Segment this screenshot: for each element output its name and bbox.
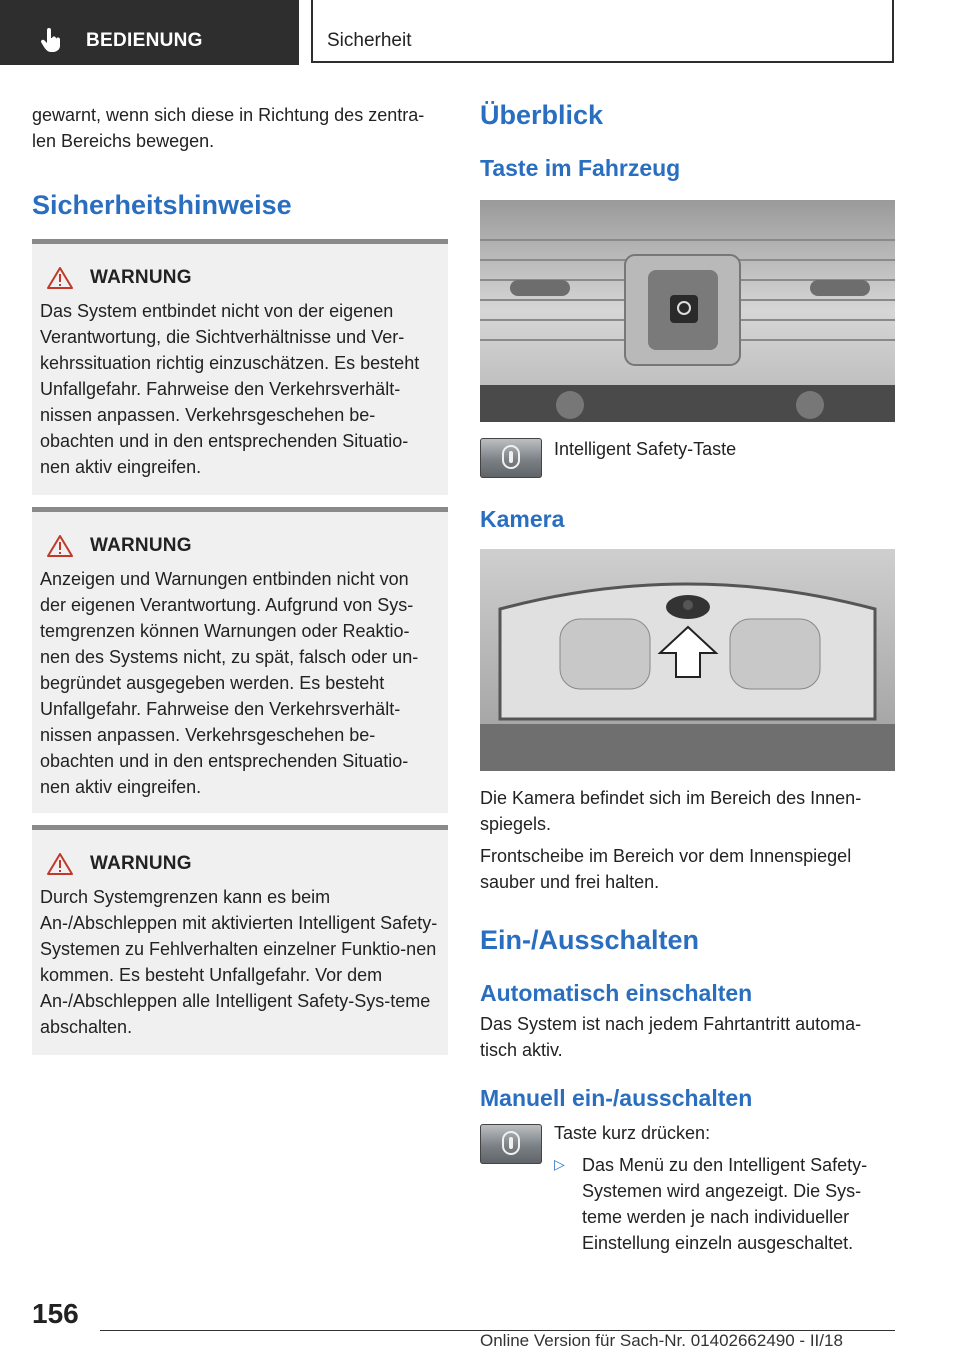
manual-heading: Manuell ein-/ausschalten <box>480 1085 753 1111</box>
manual-text: Taste kurz drücken: <box>554 1123 711 1143</box>
warning-box-1 <box>32 239 448 495</box>
auto-text: Das System ist nach jedem Fahrtantritt automa-tisch aktiv. <box>480 1014 862 1060</box>
warning-triangle-icon <box>46 534 74 558</box>
intro-text: gewarnt, wenn sich diese in Richtung des zentra-len Bereichs bewegen. <box>32 105 425 151</box>
warning-triangle-icon <box>46 266 74 290</box>
camera-text-2: Frontscheibe im Bereich vor dem Innenspiegel sauber und frei halten. <box>480 846 852 892</box>
hand-pointer-icon <box>40 28 62 52</box>
right-column <box>480 100 895 1256</box>
chapter-tab <box>311 0 894 63</box>
warning-box-3 <box>32 825 448 1055</box>
warning-triangle-icon <box>46 852 74 876</box>
warning-title: WARNUNG <box>90 267 192 288</box>
warning-box-2 <box>32 507 448 813</box>
auto-heading: Automatisch einschalten <box>480 980 753 1006</box>
page-number: 156 <box>32 1298 79 1329</box>
intelligent-safety-button-icon <box>480 1124 542 1164</box>
bullet-triangle-icon: ▷ <box>554 1156 565 1172</box>
section-label: BEDIENUNG <box>86 30 203 51</box>
left-column <box>32 102 448 1055</box>
button-heading: Taste im Fahrzeug <box>480 155 681 181</box>
onoff-heading: Ein-/Ausschalten <box>480 925 700 955</box>
section-tab <box>0 0 299 65</box>
overview-heading: Überblick <box>480 100 604 130</box>
intelligent-safety-button-icon <box>480 438 542 478</box>
warning-title: WARNUNG <box>90 853 192 874</box>
safety-heading: Sicherheitshinweise <box>32 190 292 220</box>
list-item <box>554 1152 894 1256</box>
camera-heading: Kamera <box>480 506 565 532</box>
camera-photo <box>480 549 895 771</box>
camera-text-1: Die Kamera befindet sich im Bereich des Innen-spiegels. <box>480 788 862 834</box>
bullet-text: Das Menü zu den Intelligent Safety-Systemen wird angezeigt. Die Sys-teme werden je nach individueller Einstellung einzeln ausgeschaltet. <box>582 1155 868 1253</box>
button-caption: Intelligent Safety-Taste <box>554 439 737 459</box>
warning-text: Durch Systemgrenzen kann es beim An-/Abschleppen mit aktivierten Intelligent Safety-Systemen zu Fehlverhalten einzelner Funktio-nen kommen. Es besteht Unfallgefahr. Vor dem An-/Abschleppen alle Intelligent Safety-Sys-teme abschalten. <box>40 887 438 1037</box>
dashboard-photo <box>480 200 895 422</box>
warning-text: Anzeigen und Warnungen entbinden nicht von der eigenen Verantwortung. Aufgrund von Sys-temgrenzen können Warnungen oder Reaktio-nen des Systems nicht, zu spät, falsch oder un-begründet ausgegeben werden. Es besteht Unfallgefahr. Fahrweise den Verkehrsverhält-nissen anpassen. Verkehrsgeschehen be-obachten und in den entsprechenden Situatio-nen aktiv eingreifen. <box>40 569 419 797</box>
warning-title: WARNUNG <box>90 535 192 556</box>
warning-text: Das System entbindet nicht von der eigenen Verantwortung, die Sichtverhältnisse und Ver-kehrssituation richtig einzuschätzen. Es besteht Unfallgefahr. Fahrweise den Verkehrsverhält-nissen anpassen. Verkehrsgeschehen be-obachten und in den entsprechenden Situatio-nen aktiv eingreifen. <box>40 301 420 477</box>
footer-version: Online Version für Sach-Nr. 01402662490 - II/18 <box>480 1331 843 1350</box>
chapter-label: Sicherheit <box>327 30 412 51</box>
